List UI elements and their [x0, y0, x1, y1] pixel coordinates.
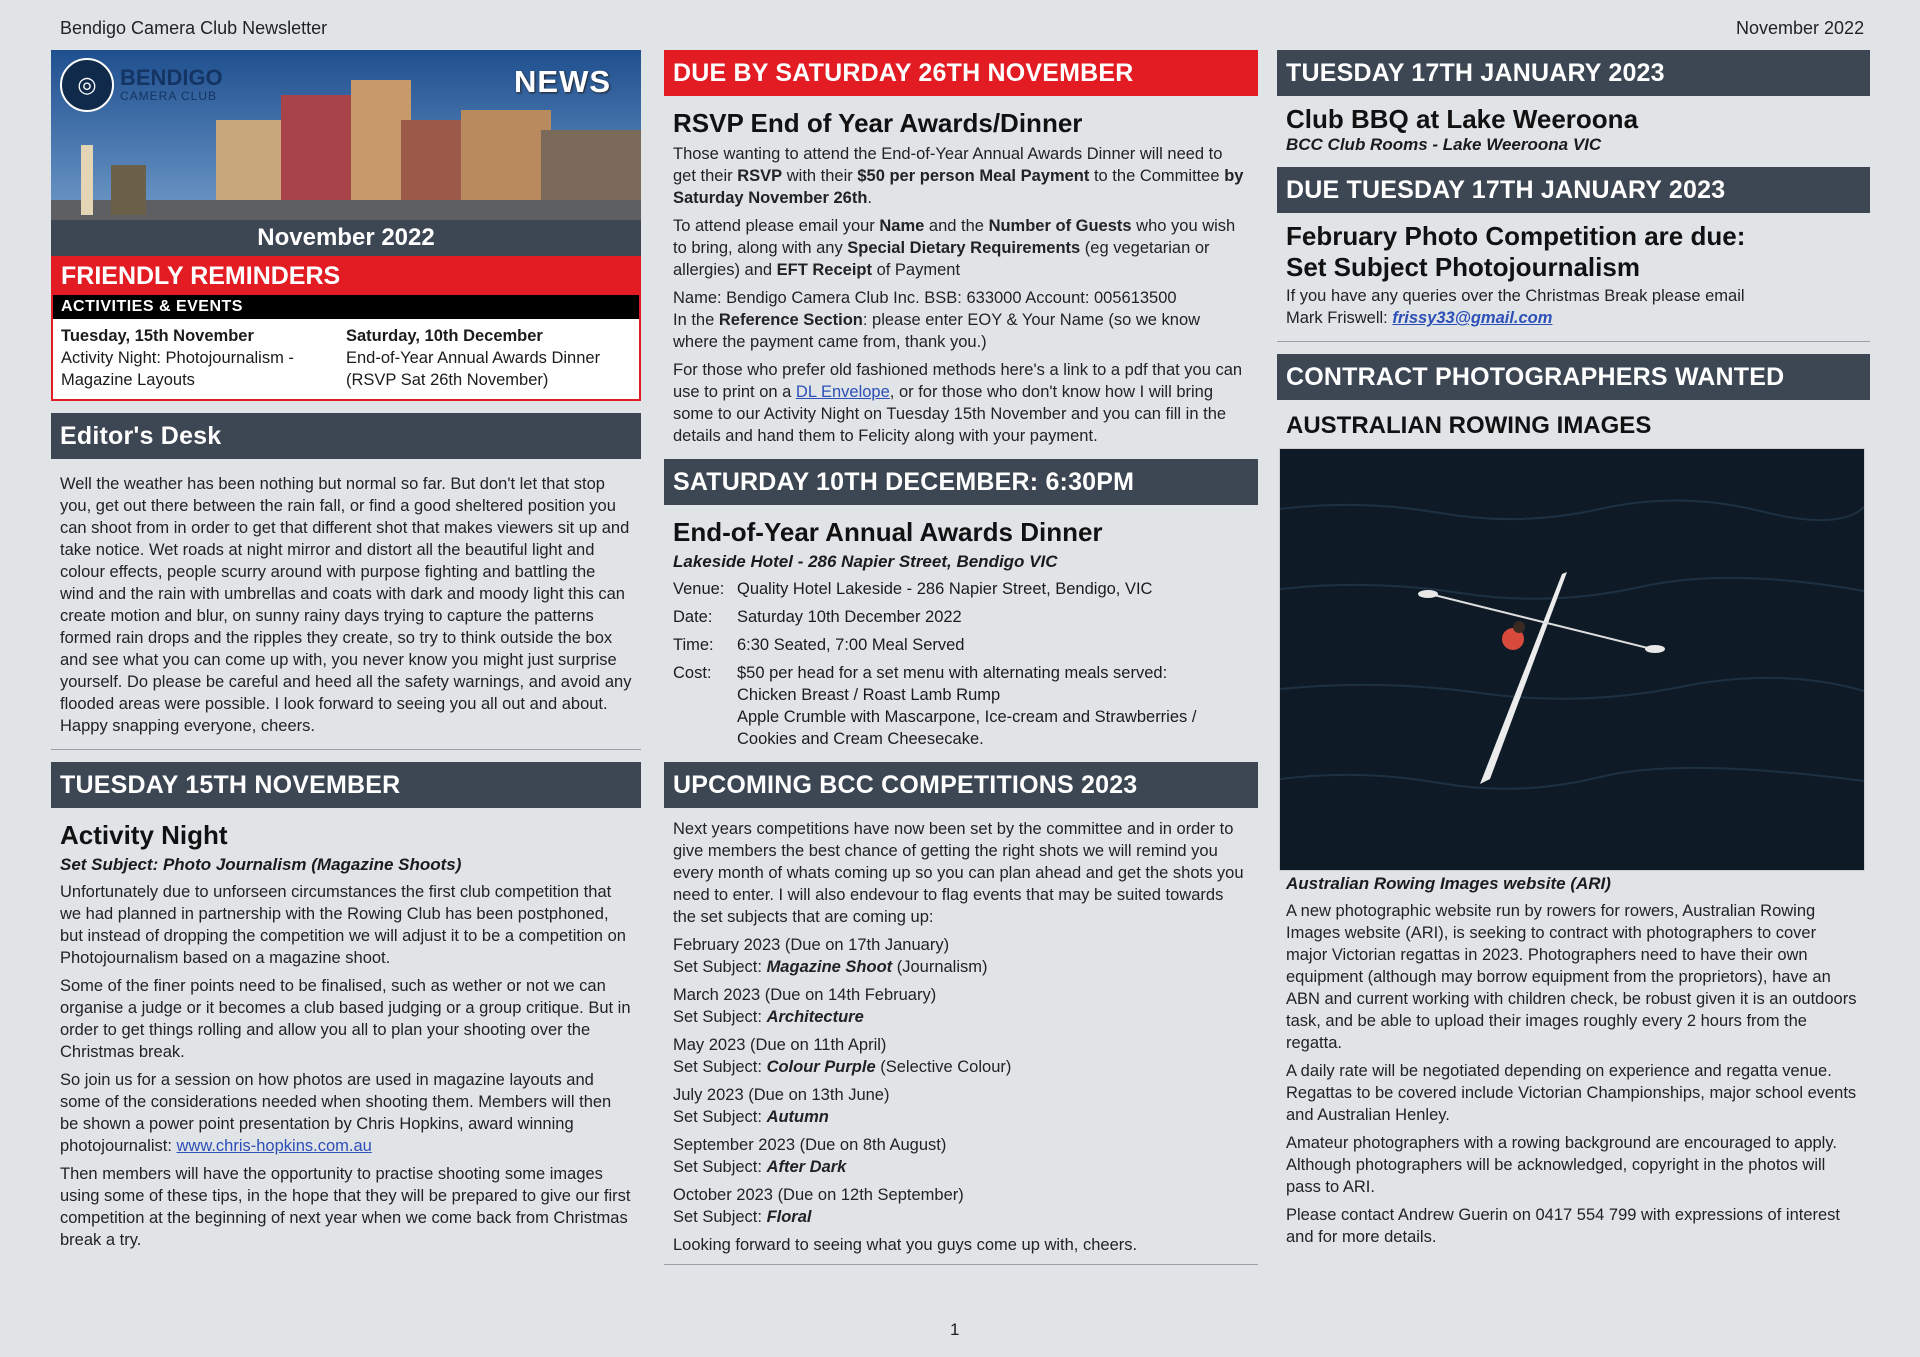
dinner-time: Time: 6:30 Seated, 7:00 Meal Served	[673, 636, 965, 654]
competitions-intro: Next years competitions have now been set by the committee and in order to give members the best chance of getting the right shots we will remind you every month of whats coming up so you can plan ahead and get the shots you need to enter. I will also endevour to flag events that may be suited towards the set subjects that are coming up:	[673, 820, 1244, 926]
dinner-date: Date: Saturday 10th December 2022	[673, 608, 962, 626]
news-label: NEWS	[514, 64, 611, 99]
activity-para-2: Some of the finer points need to be finalised, such as wether or not we can organise a judge or it becomes a club based judging or a group critique. But in order to get things rolling and allow you all to plan your shooting over the Christmas break.	[60, 977, 631, 1061]
rowing-photo	[1280, 449, 1864, 870]
masthead	[51, 50, 641, 256]
bbq-subtitle: BCC Club Rooms - Lake Weeroona VIC	[1286, 135, 1602, 154]
rsvp-para-5: For those who prefer old fashioned methods here's a link to a pdf that you can use to print on a DL Envelope, or for those who don't know how I will bring some to our Activity Night on Tuesday 15th November and you can fill in the details and hand them to Felicity along with your payment.	[673, 361, 1243, 445]
competition-item: October 2023 (Due on 12th September) Set Subject: Floral	[673, 1186, 964, 1226]
rsvp-para-4: In the Reference Section: please enter EOY & Your Name (so we know where the payment came from, thank you.)	[673, 311, 1201, 351]
rsvp-para-2: To attend please email your Name and the Number of Guests who you wish to bring, along with any Special Dietary Requirements (eg vegetarian or allergies) and EFT Receipt of Payment	[673, 217, 1236, 279]
feb-comp-title-2: Set Subject Photojournalism	[1286, 252, 1640, 282]
club-logo	[60, 58, 223, 112]
reminder-text: End-of-Year Annual Awards Dinner	[346, 349, 601, 367]
column-middle	[664, 50, 1258, 1277]
dinner-header: SATURDAY 10TH DECEMBER: 6:30PM	[664, 459, 1258, 505]
competitions-outro: Looking forward to seeing what you guys come up with, cheers.	[673, 1236, 1138, 1254]
logo-subname: CAMERA CLUB	[120, 89, 218, 103]
competitions-list	[664, 934, 1258, 1228]
reminder-text: Magazine Layouts	[61, 371, 195, 389]
email-link[interactable]: frissy33@gmail.com	[1392, 309, 1553, 327]
competition-item: September 2023 (Due on 8th August) Set Subject: After Dark	[673, 1136, 947, 1176]
dl-envelope-link[interactable]: DL Envelope	[795, 383, 890, 401]
contract-para-3: Amateur photographers with a rowing background are encouraged to apply. Although photographers will be acknowledged, copyright in the photos will pass to ARI.	[1286, 1134, 1837, 1196]
dinner-cost: Cost: $50 per head for a set menu with alternating meals served: Chicken Breast / Roast Lamb Rump Apple Crumble with Mascarpone, Ice-cream and Strawberries / Cookies and Cream Cheesecake.	[673, 664, 1197, 748]
competition-item: July 2023 (Due on 13th June) Set Subject: Autumn	[673, 1086, 890, 1126]
contract-para-2: A daily rate will be negotiated depending on experience and regatta venue. Regattas to be covered include Victorian Championships, major school events and Australian Henley.	[1286, 1062, 1857, 1124]
competition-item: February 2023 (Due on 17th January) Set Subject: Magazine Shoot (Journalism)	[673, 936, 988, 976]
chris-hopkins-link[interactable]: www.chris-hopkins.com.au	[176, 1137, 372, 1155]
tuesday-header: TUESDAY 15TH NOVEMBER	[51, 762, 641, 808]
reminder-right	[346, 325, 631, 391]
activity-para-3: So join us for a session on how photos are used in magazine layouts and some of the considerations needed when shooting them. Members will then be shown a power point presentation by Chris Hopkins, award winning photojournalist: www.chris-hopkins.com.au	[60, 1071, 612, 1155]
dinner-title: End-of-Year Annual Awards Dinner	[673, 517, 1103, 547]
contract-para-4: Please contact Andrew Guerin on 0417 554 799 with expressions of interest and for more details.	[1286, 1206, 1841, 1246]
contract-header: CONTRACT PHOTOGRAPHERS WANTED	[1277, 354, 1870, 400]
page-number: 1	[950, 1320, 960, 1339]
column-right	[1277, 50, 1870, 1254]
activity-para-4: Then members will have the opportunity to practise shooting some images using some of these tips, in the hope that they will be prepared to give our first competition at the beginning of next year when we come back from Christmas break a try.	[60, 1165, 631, 1249]
rsvp-header: DUE BY SATURDAY 26TH NOVEMBER	[664, 50, 1258, 96]
friendly-reminders	[51, 256, 641, 401]
divider	[51, 749, 641, 750]
rowing-image	[1280, 449, 1864, 870]
reminders-title: FRIENDLY REMINDERS	[53, 258, 639, 295]
feb-comp-text: If you have any queries over the Christmas Break please email	[1286, 287, 1745, 305]
activity-night-subtitle: Set Subject: Photo Journalism (Magazine Shoots)	[60, 855, 462, 874]
bank-details: Name: Bendigo Camera Club Inc. BSB: 633000 Account: 005613500	[673, 289, 1177, 307]
column-left	[51, 50, 641, 1257]
feb-comp-contact: Mark Friswell: frissy33@gmail.com	[1286, 309, 1553, 327]
newsletter-date: November 2022	[1736, 18, 1865, 38]
bbq-title: Club BBQ at Lake Weeroona	[1286, 104, 1639, 134]
reminder-date: Saturday, 10th December	[346, 327, 543, 345]
issue-month: November 2022	[51, 220, 641, 256]
editor-desk-header: Editor's Desk	[51, 413, 641, 459]
newsletter-title: Bendigo Camera Club Newsletter	[60, 18, 328, 38]
bbq-header: TUESDAY 17TH JANUARY 2023	[1277, 50, 1870, 96]
editor-desk-body: Well the weather has been nothing but normal so far. But don't let that stop you, get out there between the rain fall, or find a good sheltered position you can shoot from in order to get that different shot that makes viewers sit up and take notice. Wet roads at night mirror and distort all the beautiful light and colour effects, people scurry around with purpose fighting and battling the wind and the rain with umbrellas and coats with dark and moody light this can create motion and blur, on sunny rainy days trying to capture the patterns formed rain drops and the ripples they create, so try to think outside the box and see what you can come up with, you never know you might just surprise yourself. Do please be careful and heed all the safety warnings, and avoid any flooded areas were possible. I look forward to seeing you all out and about. Happy snapping everyone, cheers.	[60, 475, 632, 735]
reminder-date: Tuesday, 15th November	[61, 327, 254, 345]
feb-comp-header: DUE TUESDAY 17TH JANUARY 2023	[1277, 167, 1870, 213]
dinner-subtitle: Lakeside Hotel - 286 Napier Street, Bendigo VIC	[673, 552, 1058, 571]
reminder-text: Activity Night: Photojournalism -	[61, 349, 294, 367]
activity-para-1: Unfortunately due to unforseen circumstances the first club competition that we had planned in partnership with the Rowing Club has been postphoned, but instead of dropping the competition we will adjust it to be a competition on Photojournalism based on a magazine shoot.	[60, 883, 626, 967]
competitions-header: UPCOMING BCC COMPETITIONS 2023	[664, 762, 1258, 808]
reminders-subtitle: ACTIVITIES & EVENTS	[53, 295, 639, 319]
contract-para-1: A new photographic website run by rowers for rowers, Australian Rowing Images website (ARI), is seeking to contract with photographers to cover major Victorian regattas in 2023. Photographers need to have their own equipment (although may borrow equipment from the proprietors), have an ABN and current working with children check, be robust given it is an outdoors task, and be able to upload their images roughly every 2 hours from the regatta.	[1286, 902, 1857, 1052]
competition-item: May 2023 (Due on 11th April) Set Subject: Colour Purple (Selective Colour)	[673, 1036, 1012, 1076]
activity-night-title: Activity Night	[60, 820, 228, 850]
divider	[1277, 341, 1870, 342]
logo-name: BENDIGO	[120, 65, 223, 90]
dinner-venue: Venue: Quality Hotel Lakeside - 286 Napier Street, Bendigo, VIC	[673, 580, 1153, 598]
feb-comp-title-1: February Photo Competition are due:	[1286, 221, 1746, 251]
contract-title: AUSTRALIAN ROWING IMAGES	[1286, 412, 1652, 439]
camera-icon: ◎	[60, 58, 114, 112]
reminder-left	[61, 325, 346, 391]
competition-item: March 2023 (Due on 14th February) Set Subject: Architecture	[673, 986, 937, 1026]
divider	[664, 1264, 1258, 1265]
rsvp-title: RSVP End of Year Awards/Dinner	[673, 108, 1083, 138]
reminder-text: (RSVP Sat 26th November)	[346, 371, 549, 389]
photo-caption: Australian Rowing Images website (ARI)	[1286, 874, 1611, 893]
rsvp-para-1: Those wanting to attend the End-of-Year Annual Awards Dinner will need to get their RSVP with their $50 per person Meal Payment to the Committee by Saturday November 26th.	[673, 145, 1244, 207]
